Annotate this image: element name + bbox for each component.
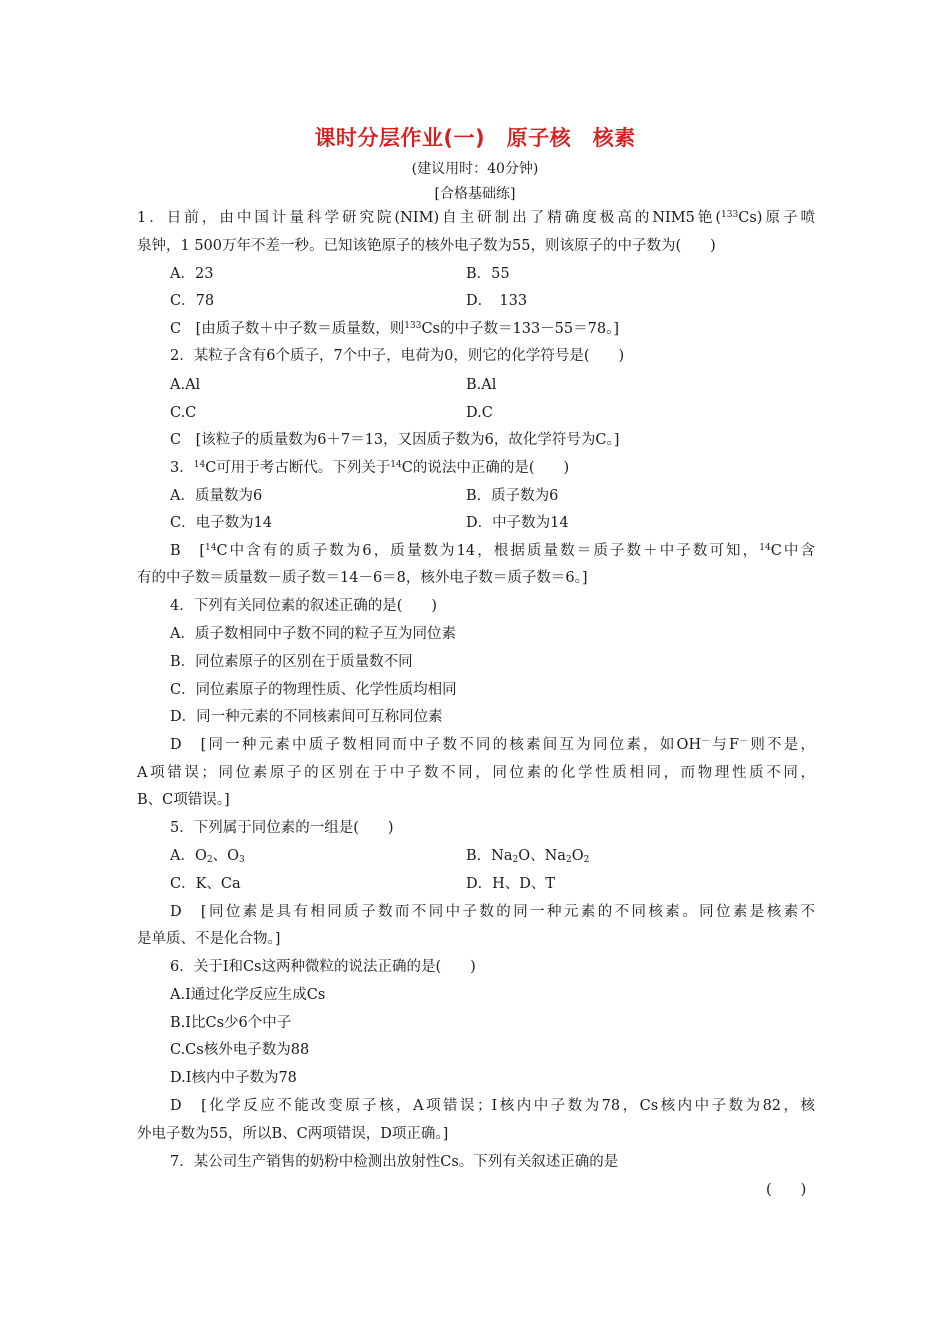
question-5-option-b: B．$Na_2O$、$Na_2O_2$ <box>466 848 590 865</box>
question-7-stem: 7．某公司生产销售的奶粉中检测出放射性Cs。下列有关叙述正确的是 <box>170 1154 619 1170</box>
question-6-option-a: A.I通过化学反应生成Cs <box>170 987 326 1003</box>
question-3-option-a: A．质量数为6 <box>170 488 263 504</box>
question-6-answer-line-1: D [化学反应不能改变原子核，A项错误；I核内中子数为78，Cs核内中子数为82，核 <box>170 1098 815 1114</box>
question-4-answer-line-3: B、C项错误。] <box>137 792 230 808</box>
question-3-option-b: B．质子数为6 <box>466 488 559 504</box>
question-2-stem: 2．某粒子含有6个质子，7个中子，电荷为0，则它的化学符号是( ) <box>170 348 625 364</box>
question-6-option-d: D.I核内中子数为78 <box>170 1070 297 1086</box>
question-5-answer-line-2: 是单质、不是化合物。] <box>137 931 281 947</box>
question-4-option-a: A．质子数相同中子数不同的粒子互为同位素 <box>170 626 456 642</box>
question-3-answer-line-1: B [$^{14}$C中含有的质子数为6，质量数为14，根据质量数＝质子数＋中子数可知，$^{14}$C中含 <box>170 543 815 559</box>
question-4-stem: 4．下列有关同位素的叙述正确的是( ) <box>170 598 438 614</box>
question-4-answer-line-2: A项错误；同位素原子的区别在于中子数不同，同位素的化学性质相同，而物理性质不同， <box>137 765 815 781</box>
question-7-answer-paren: ( ) <box>766 1182 807 1198</box>
question-5-option-a: A．$O_2$、$O_3$ <box>170 848 245 865</box>
question-6-option-b: B.I比Cs少6个中子 <box>170 1015 292 1031</box>
question-1-answer: C [由质子数＋中子数＝质量数，则$^{133}$Cs的中子数＝133－55＝78。] <box>170 321 619 337</box>
question-2-answer: C [该粒子的质量数为6＋7＝13，又因质子数为6，故化学符号为C。] <box>170 432 620 448</box>
question-2-option-a: A.Al <box>170 377 201 393</box>
question-3-option-d: D．中子数为14 <box>466 515 569 531</box>
question-4-option-d: D．同一种元素的不同核素间可互称同位素 <box>170 709 443 725</box>
page-title: 课时分层作业(一) 原子核 核素 <box>314 126 636 150</box>
question-3-option-c: C．电子数为14 <box>170 515 273 531</box>
question-5-answer-line-1: D [同位素是具有相同质子数而不同中子数的同一种元素的不同核素。同位素是核素不 <box>170 904 815 920</box>
question-1-option-b: B．55 <box>466 266 510 282</box>
question-4-answer-line-1: D [同一种元素中质子数相同而中子数不同的核素间互为同位素，如OH－与F－则不是， <box>170 737 815 753</box>
question-5-stem: 5．下列属于同位素的一组是( ) <box>170 820 394 836</box>
question-4-option-c: C．同位素原子的物理性质、化学性质均相同 <box>170 682 457 698</box>
question-1-stem-line-2: 泉钟，1 500万年不差一秒。已知该铯原子的核外电子数为55，则该原子的中子数为( ) <box>137 238 716 254</box>
section-heading: [合格基础练] <box>434 186 516 202</box>
question-2-option-b: B.Al <box>466 377 497 393</box>
question-6-option-c: C.Cs核外电子数为88 <box>170 1042 310 1058</box>
question-3-stem: 3．$^{14}$C可用于考古断代。下列关于$^{14}$C的说法中正确的是( ) <box>170 460 570 476</box>
question-1-stem-line-1: 1．日前，由中国计量科学研究院(NIM)自主研制出了精确度极高的NIM5铯($^{133}$Cs)原子喷 <box>137 210 815 226</box>
question-3-answer-line-2: 有的中子数＝质量数－质子数＝14－6＝8，核外电子数＝质子数＝6。] <box>137 570 588 586</box>
question-4-option-b: B．同位素原子的区别在于质量数不同 <box>170 654 413 670</box>
question-6-answer-line-2: 外电子数为55，所以B、C两项错误，D项正确。] <box>137 1126 449 1142</box>
question-5-option-c: C．K、Ca <box>170 876 241 892</box>
question-1-option-c: C．78 <box>170 293 215 309</box>
time-note: (建议用时：40分钟) <box>411 161 539 177</box>
question-2-option-d: D.C <box>466 405 493 421</box>
question-1-option-d: D． 133 <box>466 293 528 309</box>
question-6-stem: 6．关于I和Cs这两种微粒的说法正确的是( ) <box>170 959 476 975</box>
question-2-option-c: C.C <box>170 405 197 421</box>
question-1-option-a: A．23 <box>170 266 214 282</box>
question-5-option-d: D．H、D、T <box>466 876 556 892</box>
